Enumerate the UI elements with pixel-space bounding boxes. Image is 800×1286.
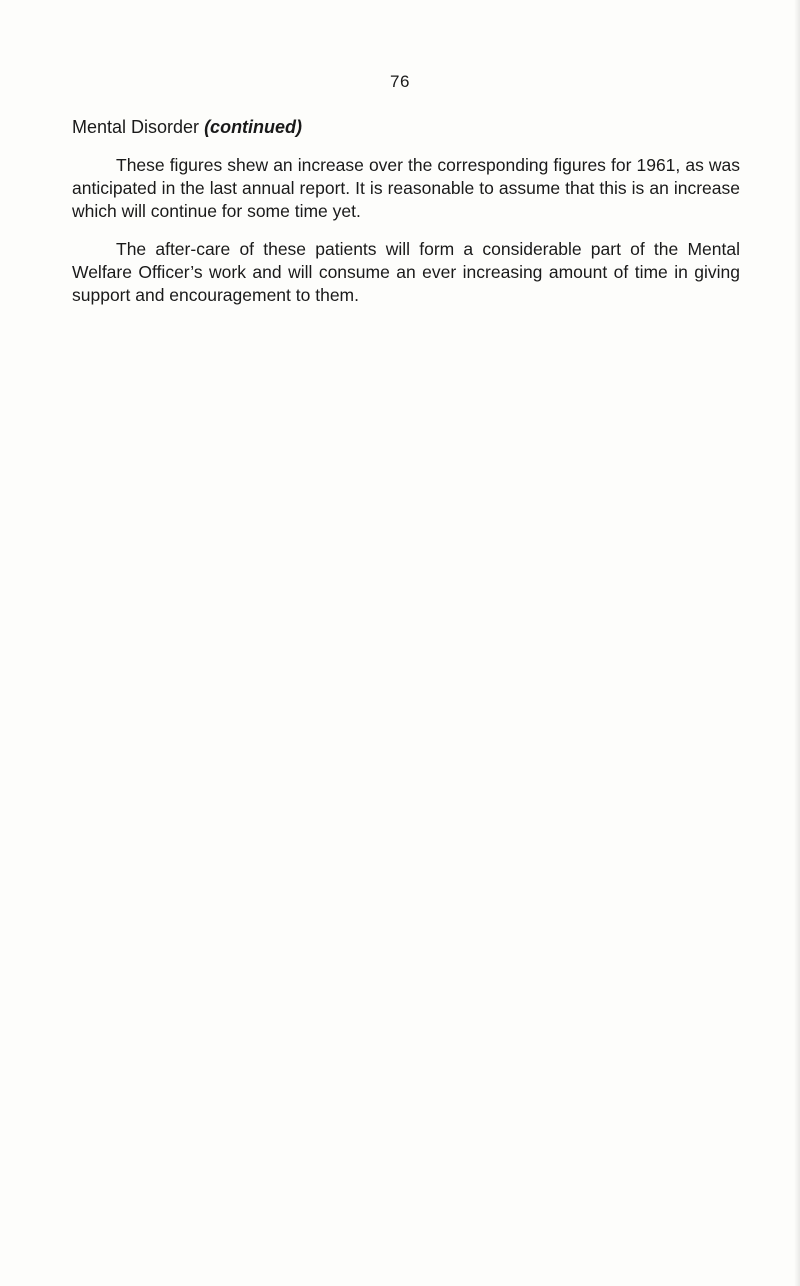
continued-label: (continued) [204, 117, 303, 137]
page-edge-shadow [794, 0, 800, 1286]
page-number: 76 [390, 72, 410, 91]
paragraph-1: These figures shew an increase over the corresponding figures for 1961, as was anticipated in the last annual report. It is reasonable to assume that this is an increase which will continue for some time yet. [72, 155, 740, 221]
section-heading [72, 116, 302, 138]
paragraph-2: The after-care of these patients will form a considerable part of the Mental Welfare Officer’s work and will consume an ever increasing amount of time in giving support and encouragement to them. [72, 239, 740, 305]
section-title: Mental Disorder [72, 117, 200, 137]
